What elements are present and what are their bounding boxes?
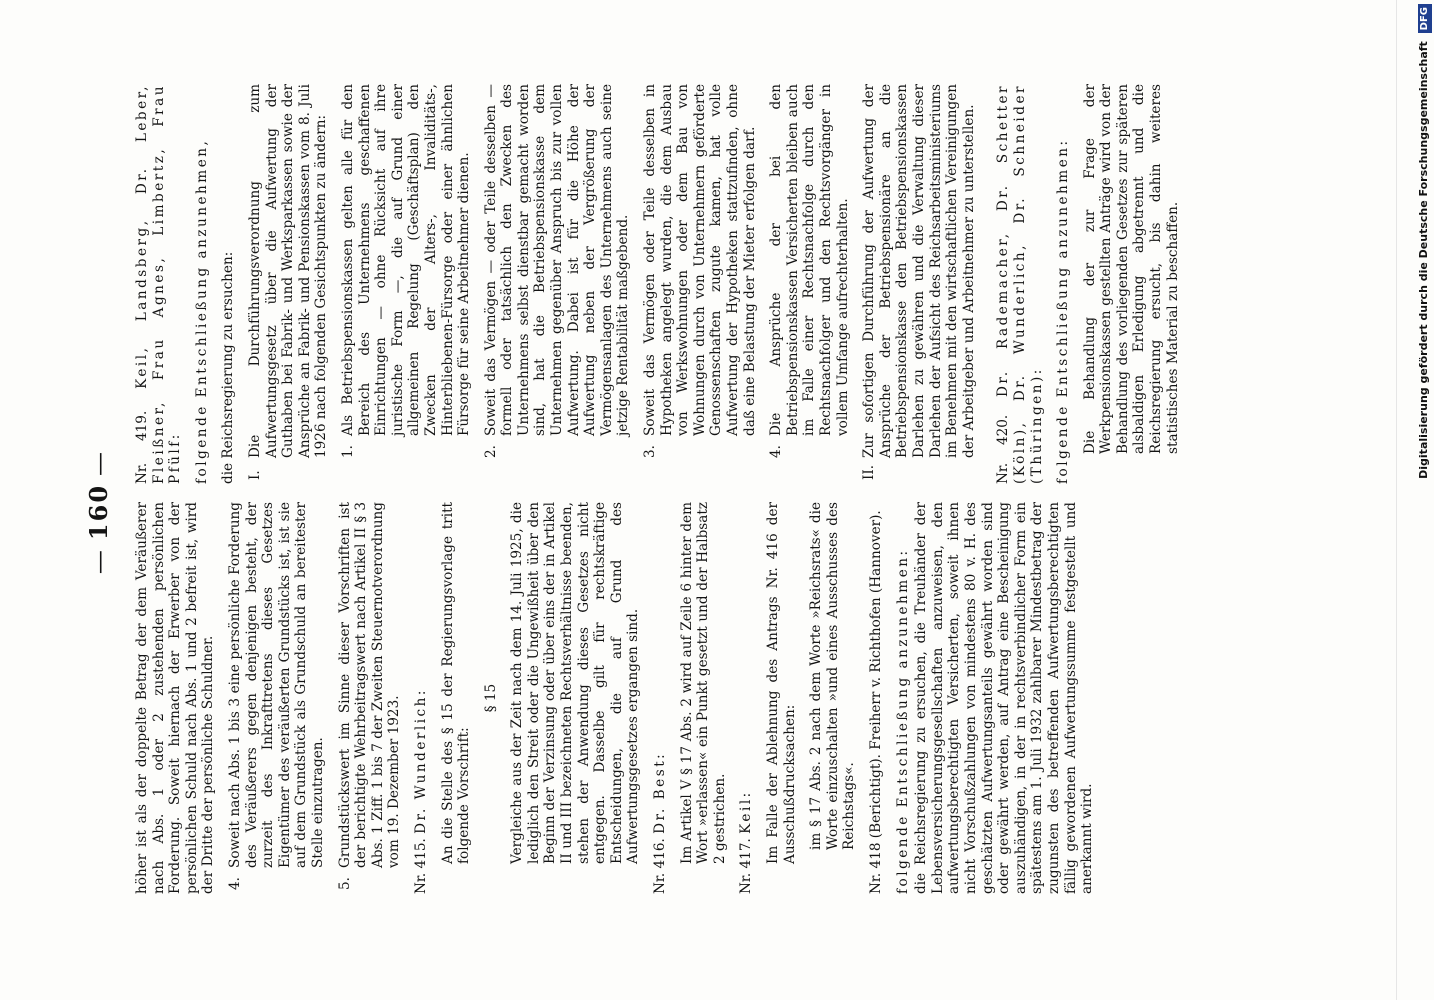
subitem-4 [768, 84, 851, 462]
item-5-text: Grundstückswert im Sinne dieser Vorschriften ist der berichtigte Wehrbeitragswert nach Artikel II § 3 Abs. 1 Ziff. 1 bis 7 der Zweiten Steuernotverordnung vom 19. Dezember 1923. [336, 502, 403, 868]
motion-420-decision: folgende Entschließung anzunehmen: [1055, 138, 1072, 484]
section-15-label: § 15 [482, 683, 499, 713]
item-4 [227, 502, 327, 894]
motion-420-text: Die Behandlung der zur Frage der Werkpensionskassen gestellten Anträge wird von der Behandlung des vorliegenden Gesetzes zur späteren alsbaldigen Erledigung abgetrennt und die Reichsregierung ersucht, bis dahin weiteres statistisches Material zu beschaffen. [1081, 84, 1181, 454]
subitem-3 [642, 84, 758, 462]
right-column [134, 84, 1191, 484]
subitem-4-text: Die Ansprüche der bei den Betriebspensionskassen Versicherten bleiben auch im Falle einer Rechtsnachfolge durch den Rechtsnachfolger und den Rechtsvorgänger in vollem Umfange aufrechterhalten. [768, 84, 851, 436]
section-15-text: Vergleiche aus der Zeit nach dem 14. Juli 1925, die lediglich den Streit oder die Ungewißheit über den Beginn der Verzinsung oder über eins der in Artikel II und III bezeichneten Rechtsverhältnisse beenden, stehen der Anwendung dieses Gesetzes nicht entgegen. Dasselbe gilt für rechtskräftige Entscheidungen, die auf Grund des Aufwertungsgesetzes ergangen sind. [509, 502, 642, 864]
motion-417-heading [738, 502, 755, 894]
subitem-1-number: 1. [339, 445, 356, 458]
subitem-2-number: 2. [482, 445, 499, 458]
motion-415-number: Nr. 415. [412, 838, 429, 894]
section-I-subitems [340, 84, 851, 484]
item-5 [337, 502, 403, 894]
motion-419-decision: folgende Entschließung anzunehmen, [193, 138, 210, 484]
motion-415-heading [413, 502, 430, 894]
motion-416-heading [652, 502, 669, 894]
item-4-text: Soweit nach Abs. 1 bis 3 eine persönliche Forderung des Veräußerers gegen denjenigen besteht, der zurzeit des Inkrafttretens dieses Gesetzes Eigentümer des veräußerten Grundstücks ist, ist sie auf dem Grundstück als Grundschuld an bereitester Stelle einzutragen. [226, 502, 326, 868]
motion-416-number: Nr. 416. [652, 838, 669, 894]
section-I [247, 84, 330, 484]
subitem-4-number: 4. [768, 445, 785, 458]
subitem-3-number: 3. [642, 445, 659, 458]
subitem-2 [483, 84, 632, 462]
dfg-logo: DFG [1418, 4, 1432, 33]
section-I-number: I. [246, 470, 263, 480]
motion-415-sponsor: Dr. Wunderlich: [412, 687, 429, 834]
motion-418-decision: folgende Entschließung anzunehmen: [894, 548, 911, 894]
motion-417-number: Nr. 417. [738, 838, 755, 894]
page-number [84, 432, 113, 592]
motion-418-heading: Nr. 418 (Berichtigt). Freiherr v. Richthofen (Hannover). [867, 510, 884, 894]
section-I-text: Die Durchführungsverordnung zum Aufwertungsgesetz über die Aufwertung der Guthaben bei Fabrik- und Werksparkassen sowie der Ansprüche an Fabrik- und Pensionskassen vom 8. Juli 1926 nach folgenden Gesichtspunkten zu ändern: [246, 84, 330, 458]
scan-edge [1396, 0, 1397, 1000]
item-5-number: 5. [336, 877, 353, 890]
continued-paragraph: höher ist als der doppelte Betrag der dem Veräußerer nach Abs. 1 oder 2 zustehenden persönlichen Forderung. Soweit hiernach der Erwerber von der persönlichen Schuld nach Abs. 1 und 2 befreit ist, wird der Dritte der persönliche Schuldner. [134, 502, 217, 894]
left-column [134, 502, 1106, 894]
section-II [861, 84, 977, 484]
section-II-text: Zur sofortigen Durchführung der Aufwertung der Ansprüche der Betriebspensionäre an die Betriebspensionskasse den Betriebspensionskassen Darlehen zu gewähren und die Verwaltung dieser Darlehen der Aufsicht des Reichsarbeitsministeriums im Benehmen mit den wirtschaftlichen Vereinigungen der Arbeitgeber und Arbeitnehmer zu unterstellen. [861, 84, 977, 458]
motion-418-text: die Reichsregierung zu ersuchen, die Treuhänder der Lebensversicherungsgesellschaften anzuweisen, den aufwertungsberechtigten Versicherten, soweit ihnen nicht Vorschußzahlungen von mindestens 80 v. H. des geschätzten Aufwertungsanteils gewährt worden sind oder gewährt werden, auf Antrag eine Bescheinigung auszuhändigen, in der in rechtsverbindlicher Form ein spätestens am 1. Juli 1932 zahlbarer Mindestbetrag der zugunsten des betreffenden Aufwertungsberechtigten fällig gewordenen Aufwertungssumme festgestellt und anerkannt wird. [913, 502, 1096, 894]
page-number-value: 160 [84, 483, 113, 541]
motion-417-sponsor: Keil: [738, 790, 755, 834]
motion-420-heading [995, 84, 1045, 484]
subitem-3-text: Soweit das Vermögen oder Teile desselben in Hypotheken angelegt wurden, die dem Ausbau von Werkswohnungen oder dem Bau von Wohnungen durch von Unternehmern geförderte Genossenschaften zugute kamen, hat volle Aufwertung der Hypotheken stattzufinden, ohne daß eine Belastung der Mieter erfolgen darf. [642, 84, 758, 436]
credit-text: Digitalisierung gefördert durch die Deutsche Forschungsgemeinschaft [1417, 41, 1430, 479]
rotated-page-content [78, 72, 1308, 952]
credit-line [1414, 4, 1434, 994]
motion-420-sponsors: Dr. Rademacher, Dr. Schetter (Köln), Dr. Wunderlich, Dr. Schneider (Thüringen): [995, 84, 1045, 484]
motion-417-text-2: im § 17 Abs. 2 nach dem Worte »Reichsrats« die Worte einzuschalten »und eines Ausschusses des Reichstags«. [808, 502, 858, 850]
subitem-2-text: Soweit das Vermögen — oder Teile desselben — formell oder tatsächlich den Zwecken des Unternehmens selbst dienstbar gemacht worden sind, hat die Betriebspensionskasse dem Unternehmen gegenüber Anspruch bis zur vollen Aufwertung. Dabei ist für die Höhe der Aufwertung neben der Vergrößerung der Vermögensanlagen des Unternehmens auch seine jetzige Rentabilität maßgebend. [482, 84, 632, 436]
motion-416-sponsor: Dr. Best: [652, 751, 669, 834]
dash-left: — [85, 548, 113, 575]
motion-415-intro: An die Stelle des § 15 der Regierungsvorlage tritt folgende Vorschrift: [439, 502, 473, 864]
motion-419-request: die Reichsregierung zu ersuchen: [220, 251, 237, 484]
digitization-credit [1412, 4, 1432, 994]
motion-420-number: Nr. 420. [995, 414, 1012, 484]
section-II-number: II. [861, 464, 878, 480]
subitem-1 [340, 84, 473, 462]
subitem-1-text: Als Betriebspensionskassen gelten alle für den Bereich des Unternehmens geschaffenen Einrichtungen — ohne Rücksicht auf ihre juristische Form —, die auf Grund einer allgemeinen Regelung (Geschäftsplan) den Zwecken der Alters-, Invaliditäts-, Hinterbliebenen-Fürsorge oder einer ähnlichen Fürsorge für seine Arbeitnehmer dienen. [339, 84, 473, 436]
motion-419-sponsors: Keil, Landsberg, Dr. Leber, Fleißner, Frau Agnes, Limbertz, Frau Pfülf: [134, 84, 184, 484]
motion-416-text: Im Artikel V § 17 Abs. 2 wird auf Zeile 6 hinter dem Wort »erlassen« ein Punkt gesetzt und der Halbsatz 2 gestrichen. [678, 502, 728, 864]
motion-419-number: Nr. 419. [134, 410, 150, 484]
motion-419-heading [134, 84, 184, 484]
motion-417-text: Im Falle der Ablehnung des Antrags Nr. 416 der Ausschußdrucksachen: [765, 502, 798, 864]
item-4-number: 4. [226, 877, 243, 890]
dash-right: — [85, 449, 113, 476]
